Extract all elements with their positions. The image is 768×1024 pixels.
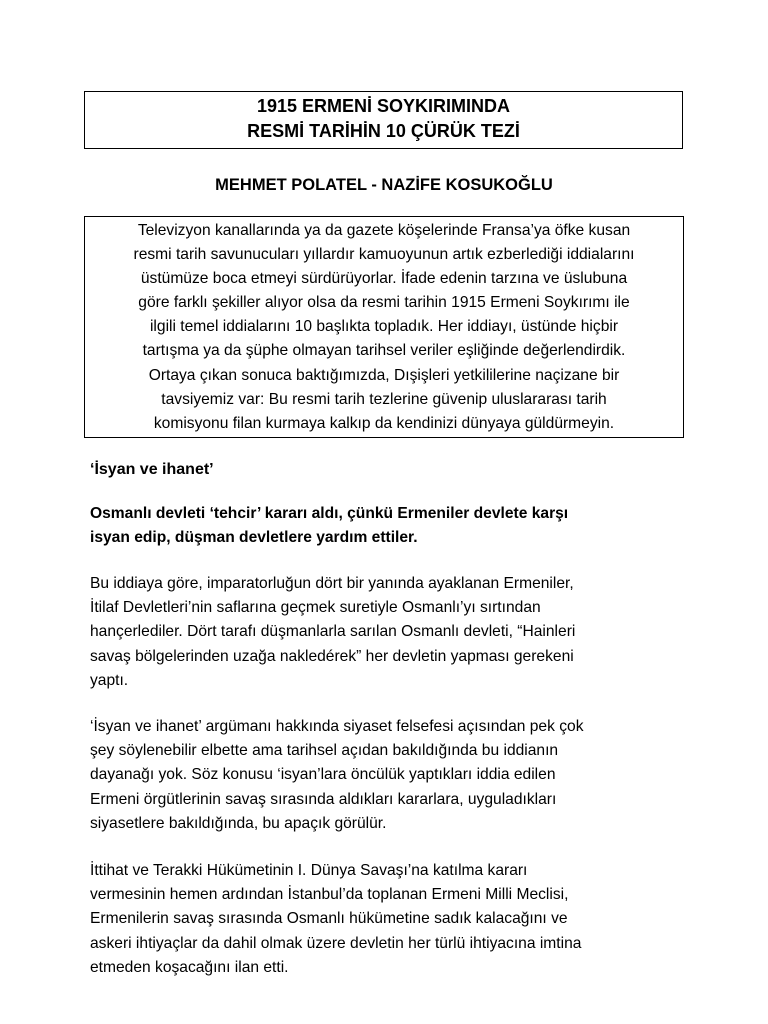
- abstract-line: tartışma ya da şüphe olmayan tarihsel veriler eşliğinde değerlendirdik.: [142, 342, 626, 360]
- abstract-line: göre farklı şekiller alıyor olsa da resmi tarihin 1915 Ermeni Soykırımı ile: [138, 294, 630, 312]
- paragraph-line: hançerlediler. Dört tarafı düşmanlarla sarılan Osmanlı devleti, “Hainleri: [90, 623, 576, 641]
- paragraph-line: dayanağı yok. Söz konusu ‘isyan’lara öncülük yaptıkları iddia edilen: [90, 766, 556, 784]
- claim-statement: [90, 502, 568, 550]
- paragraph-line: askeri ihtiyaçlar da dahil olmak üzere devletin her türlü ihtiyacına imtina: [90, 934, 582, 952]
- paragraph-line: savaş bölgelerinden uzağa nakledérek” her devletin yapması gerekeni: [90, 647, 574, 665]
- paragraph-line: vermesinin hemen ardından İstanbul’da toplanan Ermeni Milli Meclisi,: [90, 886, 569, 904]
- abstract-line: Ortaya çıkan sonuca baktığımızda, Dışişleri yetkililerine naçizane bir: [148, 366, 620, 384]
- claim-line: isyan edip, düşman devletlere yardım ettiler.: [90, 529, 418, 547]
- abstract-box: [84, 216, 684, 438]
- title-line-2: RESMİ TARİHİN 10 ÇÜRÜK TEZİ: [247, 121, 520, 141]
- paragraph-line: siyasetlere bakıldığında, bu apaçık görülür.: [90, 814, 387, 832]
- paragraph-line: Ermeni örgütlerinin savaş sırasında aldıkları kararlara, uyguladıkları: [90, 790, 557, 808]
- author-separator: -: [366, 176, 382, 194]
- claim-line: Osmanlı devleti ‘tehcir’ kararı aldı, çünkü Ermeniler devlete karşı: [90, 505, 569, 522]
- paragraph-line: Bu iddiaya göre, imparatorluğun dört bir yanında ayaklanan Ermeniler,: [90, 575, 574, 592]
- paragraph-line: etmeden koşacağını ilan etti.: [90, 958, 289, 976]
- author-2: NAZİFE KOSUKOĞLU: [381, 176, 553, 194]
- abstract-line: tavsiyemiz var: Bu resmi tarih tezlerine güvenip uluslararası tarih: [161, 390, 607, 408]
- paragraph-line: İttihat ve Terakki Hükümetinin I. Dünya Savaşı’na katılma kararı: [90, 862, 528, 879]
- abstract-line: komisyonu filan kurmaya kalkıp da kendinizi dünyaya güldürmeyin.: [153, 414, 615, 432]
- author-1: MEHMET POLATEL: [215, 176, 367, 194]
- abstract-line: ilgili temel iddialarını 10 başlıkta topladık. Her iddiayı, üstünde hiçbir: [149, 318, 619, 336]
- authors-line: [0, 175, 768, 195]
- title-box: [84, 91, 683, 149]
- paragraph-2: [90, 715, 584, 836]
- paragraph-line: şey söylenebilir elbette ama tarihsel açıdan bakıldığında bu iddianın: [90, 742, 559, 760]
- paragraph-1: [90, 572, 575, 693]
- paragraph-line: İtilaf Devletleri’nin saflarına geçmek suretiyle Osmanlı’yı sırtından: [90, 599, 541, 617]
- abstract-line: üstümüze boca etmeyi sürdürüyorlar. İfade edenin tarzına ve üslubuna: [140, 270, 628, 288]
- paragraph-line: Ermenilerin savaş sırasında Osmanlı hükümetine sadık kalacağını ve: [90, 910, 568, 928]
- paragraph-line: ‘İsyan ve ihanet’ argümanı hakkında siyaset felsefesi açısından pek çok: [90, 718, 584, 735]
- abstract-line: resmi tarih savunucuları yıllardır kamuoyunun artık ezberlediği iddialarını: [133, 246, 635, 264]
- paragraph-3: [90, 859, 581, 980]
- paragraph-line: yaptı.: [90, 671, 129, 689]
- title-line-1: 1915 ERMENİ SOYKIRIMINDA: [256, 96, 511, 116]
- abstract-line: Televizyon kanallarında ya da gazete köşelerinde Fransa’ya öfke kusan: [137, 222, 631, 239]
- section-heading: ‘İsyan ve ihanet’: [90, 461, 214, 478]
